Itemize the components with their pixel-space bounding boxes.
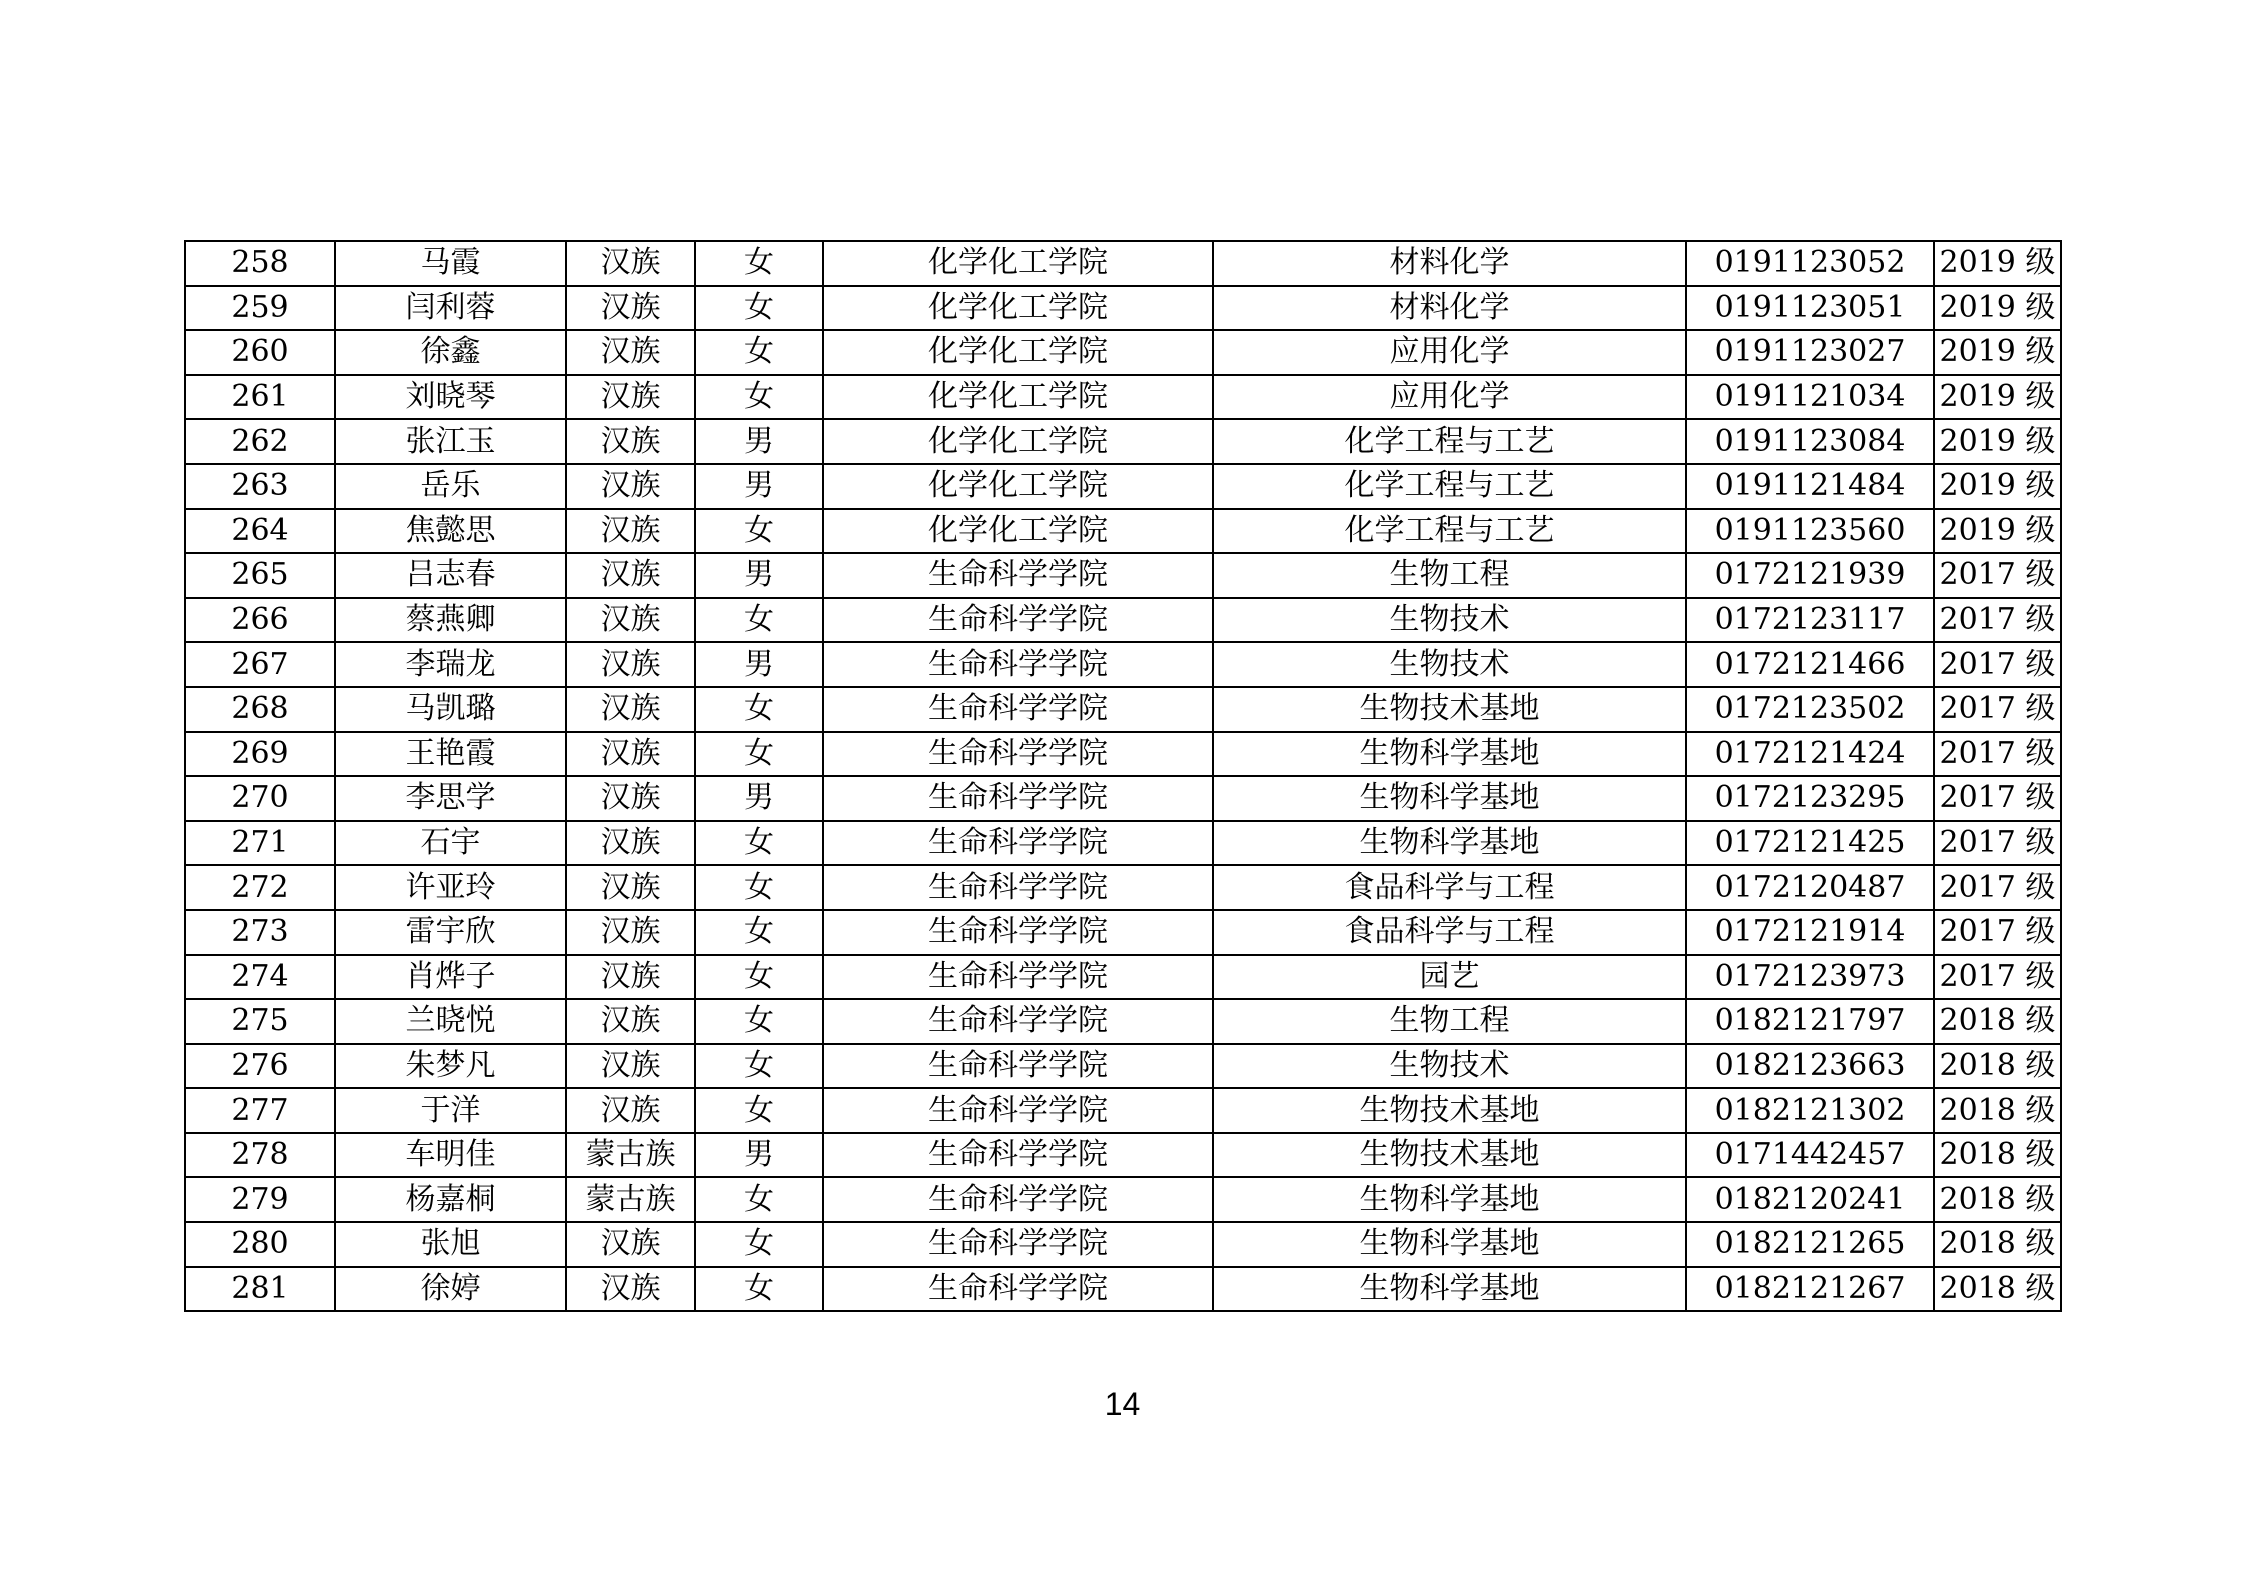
cell-major: 生物工程 — [1213, 999, 1686, 1044]
cell-major: 化学工程与工艺 — [1213, 509, 1686, 554]
table-row — [185, 509, 2061, 554]
cell-grade: 2017 级 — [1934, 687, 2061, 732]
cell-index: 279 — [185, 1177, 335, 1222]
cell-index: 273 — [185, 910, 335, 955]
cell-grade: 2019 级 — [1934, 375, 2061, 420]
table-row — [185, 642, 2061, 687]
cell-student-id: 0182121797 — [1686, 999, 1934, 1044]
cell-gender: 男 — [695, 642, 823, 687]
cell-student-id: 0172121424 — [1686, 732, 1934, 777]
cell-student-id: 0172121466 — [1686, 642, 1934, 687]
cell-college: 生命科学学院 — [823, 821, 1213, 866]
cell-student-id: 0191123027 — [1686, 330, 1934, 375]
roster-body — [185, 241, 2061, 1311]
cell-name: 朱梦凡 — [335, 1044, 566, 1089]
cell-grade: 2017 级 — [1934, 955, 2061, 1000]
cell-name: 石宇 — [335, 821, 566, 866]
cell-grade: 2017 级 — [1934, 732, 2061, 777]
cell-grade: 2017 级 — [1934, 821, 2061, 866]
cell-ethnicity: 汉族 — [566, 865, 695, 910]
cell-index: 269 — [185, 732, 335, 777]
cell-name: 雷宇欣 — [335, 910, 566, 955]
cell-gender: 女 — [695, 1222, 823, 1267]
cell-ethnicity: 汉族 — [566, 999, 695, 1044]
cell-major: 生物技术 — [1213, 642, 1686, 687]
table-row — [185, 999, 2061, 1044]
cell-index: 258 — [185, 241, 335, 286]
table-row — [185, 598, 2061, 643]
cell-grade: 2019 级 — [1934, 419, 2061, 464]
cell-gender: 男 — [695, 1133, 823, 1178]
cell-index: 264 — [185, 509, 335, 554]
cell-ethnicity: 汉族 — [566, 419, 695, 464]
cell-ethnicity: 汉族 — [566, 553, 695, 598]
cell-gender: 女 — [695, 1177, 823, 1222]
table-row — [185, 910, 2061, 955]
cell-name: 李思学 — [335, 776, 566, 821]
table-row — [185, 1088, 2061, 1133]
cell-index: 263 — [185, 464, 335, 509]
cell-name: 马凯璐 — [335, 687, 566, 732]
cell-gender: 女 — [695, 286, 823, 331]
cell-college: 化学化工学院 — [823, 464, 1213, 509]
cell-ethnicity: 汉族 — [566, 687, 695, 732]
cell-name: 徐鑫 — [335, 330, 566, 375]
cell-ethnicity: 蒙古族 — [566, 1133, 695, 1178]
table-row — [185, 1222, 2061, 1267]
cell-index: 259 — [185, 286, 335, 331]
cell-student-id: 0172121914 — [1686, 910, 1934, 955]
table-row — [185, 286, 2061, 331]
cell-college: 生命科学学院 — [823, 776, 1213, 821]
cell-name: 张旭 — [335, 1222, 566, 1267]
cell-college: 生命科学学院 — [823, 1177, 1213, 1222]
cell-gender: 男 — [695, 464, 823, 509]
cell-gender: 女 — [695, 865, 823, 910]
cell-major: 生物科学基地 — [1213, 776, 1686, 821]
cell-index: 267 — [185, 642, 335, 687]
cell-index: 270 — [185, 776, 335, 821]
cell-major: 园艺 — [1213, 955, 1686, 1000]
cell-ethnicity: 汉族 — [566, 375, 695, 420]
cell-ethnicity: 汉族 — [566, 241, 695, 286]
cell-college: 生命科学学院 — [823, 955, 1213, 1000]
table-row — [185, 732, 2061, 777]
cell-gender: 女 — [695, 509, 823, 554]
cell-grade: 2017 级 — [1934, 776, 2061, 821]
page-number: 14 — [1104, 1386, 1141, 1422]
cell-ethnicity: 汉族 — [566, 1267, 695, 1312]
cell-index: 262 — [185, 419, 335, 464]
cell-gender: 男 — [695, 776, 823, 821]
cell-ethnicity: 汉族 — [566, 464, 695, 509]
cell-gender: 女 — [695, 1088, 823, 1133]
cell-major: 生物技术 — [1213, 1044, 1686, 1089]
cell-grade: 2018 级 — [1934, 1267, 2061, 1312]
cell-grade: 2017 级 — [1934, 865, 2061, 910]
cell-major: 食品科学与工程 — [1213, 910, 1686, 955]
cell-grade: 2018 级 — [1934, 999, 2061, 1044]
cell-college: 化学化工学院 — [823, 509, 1213, 554]
cell-grade: 2017 级 — [1934, 598, 2061, 643]
table-row — [185, 821, 2061, 866]
cell-student-id: 0171442457 — [1686, 1133, 1934, 1178]
cell-major: 生物科学基地 — [1213, 732, 1686, 777]
cell-index: 275 — [185, 999, 335, 1044]
student-roster-table — [184, 240, 2062, 1312]
cell-name: 兰晓悦 — [335, 999, 566, 1044]
cell-student-id: 0172123973 — [1686, 955, 1934, 1000]
cell-name: 岳乐 — [335, 464, 566, 509]
cell-major: 生物科学基地 — [1213, 1177, 1686, 1222]
cell-gender: 女 — [695, 241, 823, 286]
cell-index: 268 — [185, 687, 335, 732]
cell-major: 生物技术 — [1213, 598, 1686, 643]
table-row — [185, 955, 2061, 1000]
cell-grade: 2019 级 — [1934, 241, 2061, 286]
cell-college: 生命科学学院 — [823, 1088, 1213, 1133]
table-row — [185, 553, 2061, 598]
cell-name: 蔡燕卿 — [335, 598, 566, 643]
cell-name: 许亚玲 — [335, 865, 566, 910]
cell-college: 生命科学学院 — [823, 1267, 1213, 1312]
cell-grade: 2019 级 — [1934, 330, 2061, 375]
cell-index: 261 — [185, 375, 335, 420]
cell-student-id: 0182121267 — [1686, 1267, 1934, 1312]
cell-gender: 女 — [695, 375, 823, 420]
cell-student-id: 0182120241 — [1686, 1177, 1934, 1222]
table-row — [185, 419, 2061, 464]
cell-index: 278 — [185, 1133, 335, 1178]
table-row — [185, 1267, 2061, 1312]
cell-major: 化学工程与工艺 — [1213, 464, 1686, 509]
cell-student-id: 0172123502 — [1686, 687, 1934, 732]
cell-grade: 2018 级 — [1934, 1177, 2061, 1222]
cell-gender: 男 — [695, 419, 823, 464]
cell-college: 化学化工学院 — [823, 241, 1213, 286]
cell-student-id: 0191121484 — [1686, 464, 1934, 509]
cell-gender: 女 — [695, 687, 823, 732]
cell-gender: 男 — [695, 553, 823, 598]
cell-index: 277 — [185, 1088, 335, 1133]
cell-student-id: 0182121265 — [1686, 1222, 1934, 1267]
cell-grade: 2018 级 — [1934, 1044, 2061, 1089]
cell-index: 266 — [185, 598, 335, 643]
cell-gender: 女 — [695, 598, 823, 643]
cell-grade: 2017 级 — [1934, 553, 2061, 598]
cell-name: 吕志春 — [335, 553, 566, 598]
table-row — [185, 330, 2061, 375]
cell-college: 化学化工学院 — [823, 375, 1213, 420]
table-row — [185, 464, 2061, 509]
cell-ethnicity: 蒙古族 — [566, 1177, 695, 1222]
cell-index: 280 — [185, 1222, 335, 1267]
cell-major: 化学工程与工艺 — [1213, 419, 1686, 464]
cell-gender: 女 — [695, 955, 823, 1000]
table-row — [185, 375, 2061, 420]
cell-name: 于洋 — [335, 1088, 566, 1133]
cell-name: 闫利蓉 — [335, 286, 566, 331]
cell-student-id: 0191121034 — [1686, 375, 1934, 420]
cell-ethnicity: 汉族 — [566, 598, 695, 643]
cell-name: 王艳霞 — [335, 732, 566, 777]
cell-major: 食品科学与工程 — [1213, 865, 1686, 910]
cell-college: 生命科学学院 — [823, 865, 1213, 910]
cell-major: 材料化学 — [1213, 286, 1686, 331]
cell-student-id: 0172123117 — [1686, 598, 1934, 643]
cell-name: 马霞 — [335, 241, 566, 286]
cell-name: 徐婷 — [335, 1267, 566, 1312]
cell-grade: 2019 级 — [1934, 509, 2061, 554]
cell-grade: 2019 级 — [1934, 286, 2061, 331]
cell-name: 肖烨子 — [335, 955, 566, 1000]
table-row — [185, 1133, 2061, 1178]
cell-major: 生物科学基地 — [1213, 821, 1686, 866]
cell-college: 生命科学学院 — [823, 598, 1213, 643]
cell-name: 焦懿思 — [335, 509, 566, 554]
cell-ethnicity: 汉族 — [566, 821, 695, 866]
cell-student-id: 0191123084 — [1686, 419, 1934, 464]
cell-ethnicity: 汉族 — [566, 509, 695, 554]
cell-college: 化学化工学院 — [823, 330, 1213, 375]
cell-name: 杨嘉桐 — [335, 1177, 566, 1222]
cell-student-id: 0182121302 — [1686, 1088, 1934, 1133]
table-row — [185, 1177, 2061, 1222]
cell-college: 生命科学学院 — [823, 687, 1213, 732]
cell-name: 张江玉 — [335, 419, 566, 464]
cell-gender: 女 — [695, 910, 823, 955]
cell-gender: 女 — [695, 732, 823, 777]
cell-major: 生物技术基地 — [1213, 687, 1686, 732]
cell-grade: 2017 级 — [1934, 642, 2061, 687]
table-row — [185, 241, 2061, 286]
cell-student-id: 0182123663 — [1686, 1044, 1934, 1089]
cell-index: 272 — [185, 865, 335, 910]
cell-college: 生命科学学院 — [823, 1133, 1213, 1178]
cell-college: 生命科学学院 — [823, 732, 1213, 777]
cell-name: 车明佳 — [335, 1133, 566, 1178]
cell-index: 281 — [185, 1267, 335, 1312]
cell-grade: 2018 级 — [1934, 1088, 2061, 1133]
cell-name: 刘晓琴 — [335, 375, 566, 420]
cell-index: 271 — [185, 821, 335, 866]
cell-ethnicity: 汉族 — [566, 1222, 695, 1267]
cell-student-id: 0172121939 — [1686, 553, 1934, 598]
cell-student-id: 0172120487 — [1686, 865, 1934, 910]
cell-ethnicity: 汉族 — [566, 642, 695, 687]
cell-student-id: 0172123295 — [1686, 776, 1934, 821]
cell-gender: 女 — [695, 1267, 823, 1312]
cell-ethnicity: 汉族 — [566, 1044, 695, 1089]
cell-ethnicity: 汉族 — [566, 955, 695, 1000]
cell-student-id: 0172121425 — [1686, 821, 1934, 866]
cell-college: 生命科学学院 — [823, 1044, 1213, 1089]
cell-ethnicity: 汉族 — [566, 776, 695, 821]
cell-major: 生物工程 — [1213, 553, 1686, 598]
cell-student-id: 0191123560 — [1686, 509, 1934, 554]
cell-college: 化学化工学院 — [823, 419, 1213, 464]
cell-gender: 女 — [695, 821, 823, 866]
cell-major: 应用化学 — [1213, 375, 1686, 420]
table-row — [185, 776, 2061, 821]
cell-college: 生命科学学院 — [823, 910, 1213, 955]
cell-college: 生命科学学院 — [823, 553, 1213, 598]
cell-major: 生物技术基地 — [1213, 1133, 1686, 1178]
cell-gender: 女 — [695, 1044, 823, 1089]
cell-college: 生命科学学院 — [823, 999, 1213, 1044]
cell-index: 265 — [185, 553, 335, 598]
cell-index: 276 — [185, 1044, 335, 1089]
cell-gender: 女 — [695, 999, 823, 1044]
table-row — [185, 687, 2061, 732]
table-row — [185, 1044, 2061, 1089]
cell-ethnicity: 汉族 — [566, 910, 695, 955]
cell-grade: 2017 级 — [1934, 910, 2061, 955]
cell-student-id: 0191123052 — [1686, 241, 1934, 286]
cell-grade: 2019 级 — [1934, 464, 2061, 509]
cell-major: 应用化学 — [1213, 330, 1686, 375]
cell-student-id: 0191123051 — [1686, 286, 1934, 331]
cell-ethnicity: 汉族 — [566, 1088, 695, 1133]
cell-college: 生命科学学院 — [823, 642, 1213, 687]
cell-college: 生命科学学院 — [823, 1222, 1213, 1267]
cell-grade: 2018 级 — [1934, 1222, 2061, 1267]
cell-index: 260 — [185, 330, 335, 375]
cell-ethnicity: 汉族 — [566, 286, 695, 331]
cell-major: 生物技术基地 — [1213, 1088, 1686, 1133]
cell-ethnicity: 汉族 — [566, 330, 695, 375]
cell-grade: 2018 级 — [1934, 1133, 2061, 1178]
cell-gender: 女 — [695, 330, 823, 375]
cell-major: 生物科学基地 — [1213, 1222, 1686, 1267]
table-row — [185, 865, 2061, 910]
cell-major: 生物科学基地 — [1213, 1267, 1686, 1312]
cell-index: 274 — [185, 955, 335, 1000]
cell-major: 材料化学 — [1213, 241, 1686, 286]
cell-ethnicity: 汉族 — [566, 732, 695, 777]
cell-college: 化学化工学院 — [823, 286, 1213, 331]
cell-name: 李瑞龙 — [335, 642, 566, 687]
